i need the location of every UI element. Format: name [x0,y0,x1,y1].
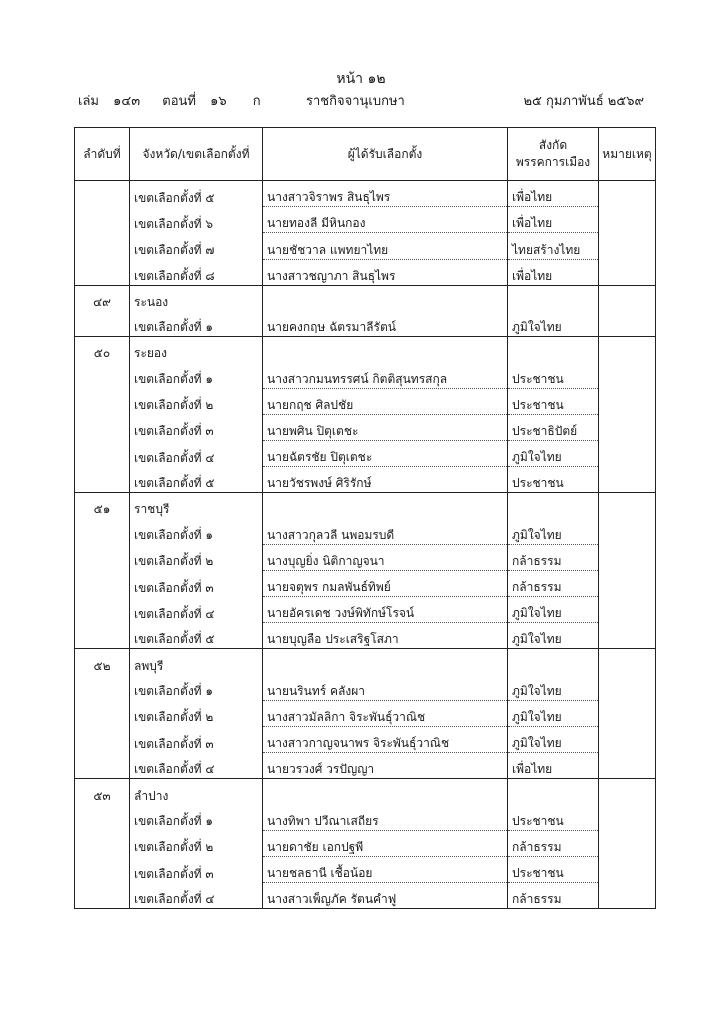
party-cell: ภูมิใจไทย [508,700,599,726]
order-cell [75,388,130,414]
empty-cell [508,285,599,311]
table-row [75,675,656,701]
province-name: ราชบุรี [130,493,263,519]
order-cell [75,805,130,831]
table-row [75,883,656,909]
table-row [75,259,656,285]
party-cell: กล้าธรรม [508,883,599,909]
table-row [75,362,656,388]
remark-cell [599,207,656,233]
table-body [75,181,656,909]
page-number: หน้า ๑๒ [336,71,386,87]
table-row [75,726,656,752]
order-cell [75,623,130,649]
elected-name-cell: นางสาวกุลวลี นพอมรบดี [263,518,508,544]
district-cell: เขตเลือกตั้งที่ ๑ [130,518,263,544]
district-cell: เขตเลือกตั้งที่ ๔ [130,597,263,623]
order-cell [75,362,130,388]
remark-cell [599,753,656,779]
remark-cell [599,233,656,259]
column-header-name: ผู้ได้รับเลือกตั้ง [263,128,508,181]
issue-number: ๑๖ [210,94,227,109]
order-cell [75,440,130,466]
order-cell [75,467,130,493]
order-cell [75,700,130,726]
column-header-order: ลำดับที่ [75,128,130,181]
remark-cell [599,440,656,466]
empty-cell [508,493,599,519]
empty-cell [508,779,599,805]
elected-name-cell: นางทิพา ปวีณาเสถียร [263,805,508,831]
remark-cell [599,388,656,414]
order-cell [75,726,130,752]
table-row [75,570,656,596]
table-row [75,440,656,466]
province-name: ระนอง [130,285,263,311]
remark-cell [599,726,656,752]
district-cell: เขตเลือกตั้งที่ ๑ [130,362,263,388]
order-cell [75,856,130,882]
district-cell: เขตเลือกตั้งที่ ๔ [130,440,263,466]
table-row [75,623,656,649]
publication-title: ราชกิจจานุเบกษา [306,94,405,109]
order-cell [75,544,130,570]
empty-cell [599,493,656,519]
order-number: ๕๒ [75,649,130,675]
district-cell: เขตเลือกตั้งที่ ๕ [130,181,263,207]
province-name: ลำปาง [130,779,263,805]
volume-label: เล่ม [78,94,99,109]
column-header-district: จังหวัด/เขตเลือกตั้งที่ [130,128,263,181]
order-cell [75,518,130,544]
order-cell [75,830,130,856]
district-cell: เขตเลือกตั้งที่ ๕ [130,623,263,649]
remark-cell [599,362,656,388]
order-cell [75,414,130,440]
elected-name-cell: นายจตุพร กมลพันธ์ทิพย์ [263,570,508,596]
remark-cell [599,700,656,726]
elected-name-cell: นายอัครเดช วงษ์พิทักษ์โรจน์ [263,597,508,623]
district-cell: เขตเลือกตั้งที่ ๑ [130,675,263,701]
party-cell: ประชาชน [508,362,599,388]
province-row [75,493,656,519]
table-row [75,856,656,882]
results-table [74,127,656,909]
elected-name-cell: นายบุญลือ ประเสริฐโสภา [263,623,508,649]
elected-name-cell: นายชัชวาล แพทยาไทย [263,233,508,259]
table-row [75,700,656,726]
order-number: ๕๐ [75,337,130,363]
remark-cell [599,467,656,493]
order-cell [75,675,130,701]
column-header-party [508,128,599,181]
order-number: ๕๑ [75,493,130,519]
order-number: ๔๙ [75,285,130,311]
order-cell [75,597,130,623]
party-cell: ประชาชน [508,388,599,414]
empty-cell [508,649,599,675]
party-cell: ภูมิใจไทย [508,726,599,752]
elected-name-cell: นางสาวกาญจนาพร จิระพันธุ์วาณิช [263,726,508,752]
party-cell: กล้าธรรม [508,830,599,856]
table-header-row [75,128,656,181]
elected-name-cell: นางสาวชญาภา สินธุไพร [263,259,508,285]
remark-cell [599,805,656,831]
volume-number: ๑๔๓ [113,94,141,109]
table-row [75,753,656,779]
empty-cell [263,285,508,311]
remark-cell [599,181,656,207]
empty-cell [508,337,599,363]
district-cell: เขตเลือกตั้งที่ ๗ [130,233,263,259]
district-cell: เขตเลือกตั้งที่ ๔ [130,883,263,909]
table-row [75,544,656,570]
party-cell: เพื่อไทย [508,207,599,233]
district-cell: เขตเลือกตั้งที่ ๓ [130,570,263,596]
party-cell: เพื่อไทย [508,753,599,779]
table-row [75,414,656,440]
party-header-line2: พรรคการเมือง [515,155,591,169]
district-cell: เขตเลือกตั้งที่ ๘ [130,259,263,285]
party-cell: ประชาชน [508,805,599,831]
party-cell: ประชาชน [508,856,599,882]
table-row [75,597,656,623]
remark-cell [599,856,656,882]
order-cell [75,181,130,207]
remark-cell [599,830,656,856]
publication-date: ๒๕ กุมภาพันธ์ ๒๕๖๙ [523,94,644,109]
district-cell: เขตเลือกตั้งที่ ๑ [130,805,263,831]
table-row [75,311,656,337]
elected-name-cell: นางบุญยิ่ง นิติกาญจนา [263,544,508,570]
remark-cell [599,259,656,285]
party-cell: เพื่อไทย [508,259,599,285]
remark-cell [599,414,656,440]
party-cell: กล้าธรรม [508,570,599,596]
order-cell [75,259,130,285]
province-name: ระยอง [130,337,263,363]
empty-cell [599,779,656,805]
elected-name-cell: นายวัชรพงษ์ ศิริรักษ์ [263,467,508,493]
province-row [75,649,656,675]
elected-name-cell: นายคงกฤษ ฉัตรมาลีรัตน์ [263,311,508,337]
empty-cell [263,779,508,805]
empty-cell [263,649,508,675]
order-cell [75,753,130,779]
elected-name-cell: นายกฤช ศิลปชัย [263,388,508,414]
table-row [75,830,656,856]
district-cell: เขตเลือกตั้งที่ ๒ [130,544,263,570]
elected-name-cell: นายนรินทร์ คลังผา [263,675,508,701]
elected-name-cell: นายวรวงศ์ วรปัญญา [263,753,508,779]
table-row [75,388,656,414]
province-row [75,285,656,311]
district-cell: เขตเลือกตั้งที่ ๓ [130,726,263,752]
elected-name-cell: นายพศิน ปิตุเตชะ [263,414,508,440]
party-cell: เพื่อไทย [508,181,599,207]
elected-name-cell: นายฉัตรชัย ปิตุเตชะ [263,440,508,466]
elected-name-cell: นางสาวกมนทรรศน์ กิตติสุนทรสกุล [263,362,508,388]
party-cell: ภูมิใจไทย [508,518,599,544]
issue-label: ตอนที่ [162,94,196,109]
district-cell: เขตเลือกตั้งที่ ๒ [130,830,263,856]
district-cell: เขตเลือกตั้งที่ ๔ [130,753,263,779]
party-cell: ไทยสร้างไทย [508,233,599,259]
district-cell: เขตเลือกตั้งที่ ๒ [130,388,263,414]
remark-cell [599,311,656,337]
table-row [75,805,656,831]
elected-name-cell: นายชลธานี เชื้อน้อย [263,856,508,882]
district-cell: เขตเลือกตั้งที่ ๑ [130,311,263,337]
district-cell: เขตเลือกตั้งที่ ๓ [130,856,263,882]
district-cell: เขตเลือกตั้งที่ ๕ [130,467,263,493]
remark-cell [599,570,656,596]
remark-cell [599,544,656,570]
order-cell [75,233,130,259]
remark-cell [599,675,656,701]
order-number: ๕๓ [75,779,130,805]
remark-cell [599,518,656,544]
empty-cell [263,493,508,519]
table-row [75,518,656,544]
elected-name-cell: นางสาวจิราพร สินธุไพร [263,181,508,207]
table-row [75,467,656,493]
remark-cell [599,883,656,909]
empty-cell [599,285,656,311]
empty-cell [263,337,508,363]
column-header-remark: หมายเหตุ [599,128,656,181]
empty-cell [599,337,656,363]
district-cell: เขตเลือกตั้งที่ ๖ [130,207,263,233]
elected-name-cell: นายดาชัย เอกปฐพี [263,830,508,856]
order-cell [75,883,130,909]
elected-name-cell: นางสาวมัลลิกา จิระพันธุ์วาณิช [263,700,508,726]
order-cell [75,570,130,596]
section-letter: ก [252,94,261,109]
party-cell: ภูมิใจไทย [508,675,599,701]
table-row [75,207,656,233]
remark-cell [599,623,656,649]
party-cell: ภูมิใจไทย [508,597,599,623]
party-cell: ภูมิใจไทย [508,311,599,337]
table-row [75,181,656,207]
order-cell [75,311,130,337]
district-cell: เขตเลือกตั้งที่ ๓ [130,414,263,440]
volume-issue-line [78,93,261,111]
party-cell: ภูมิใจไทย [508,623,599,649]
district-cell: เขตเลือกตั้งที่ ๒ [130,700,263,726]
party-cell: กล้าธรรม [508,544,599,570]
empty-cell [599,649,656,675]
table-row [75,233,656,259]
party-header-line1: สังกัด [538,138,568,152]
elected-name-cell: นายทองลี มีหินกอง [263,207,508,233]
party-cell: ประชาธิปัตย์ [508,414,599,440]
party-cell: ภูมิใจไทย [508,440,599,466]
order-cell [75,207,130,233]
elected-name-cell: นางสาวเพ็ญภัค รัตนคำฟู [263,883,508,909]
province-row [75,337,656,363]
province-name: ลพบุรี [130,649,263,675]
province-row [75,779,656,805]
party-cell: ประชาชน [508,467,599,493]
remark-cell [599,597,656,623]
